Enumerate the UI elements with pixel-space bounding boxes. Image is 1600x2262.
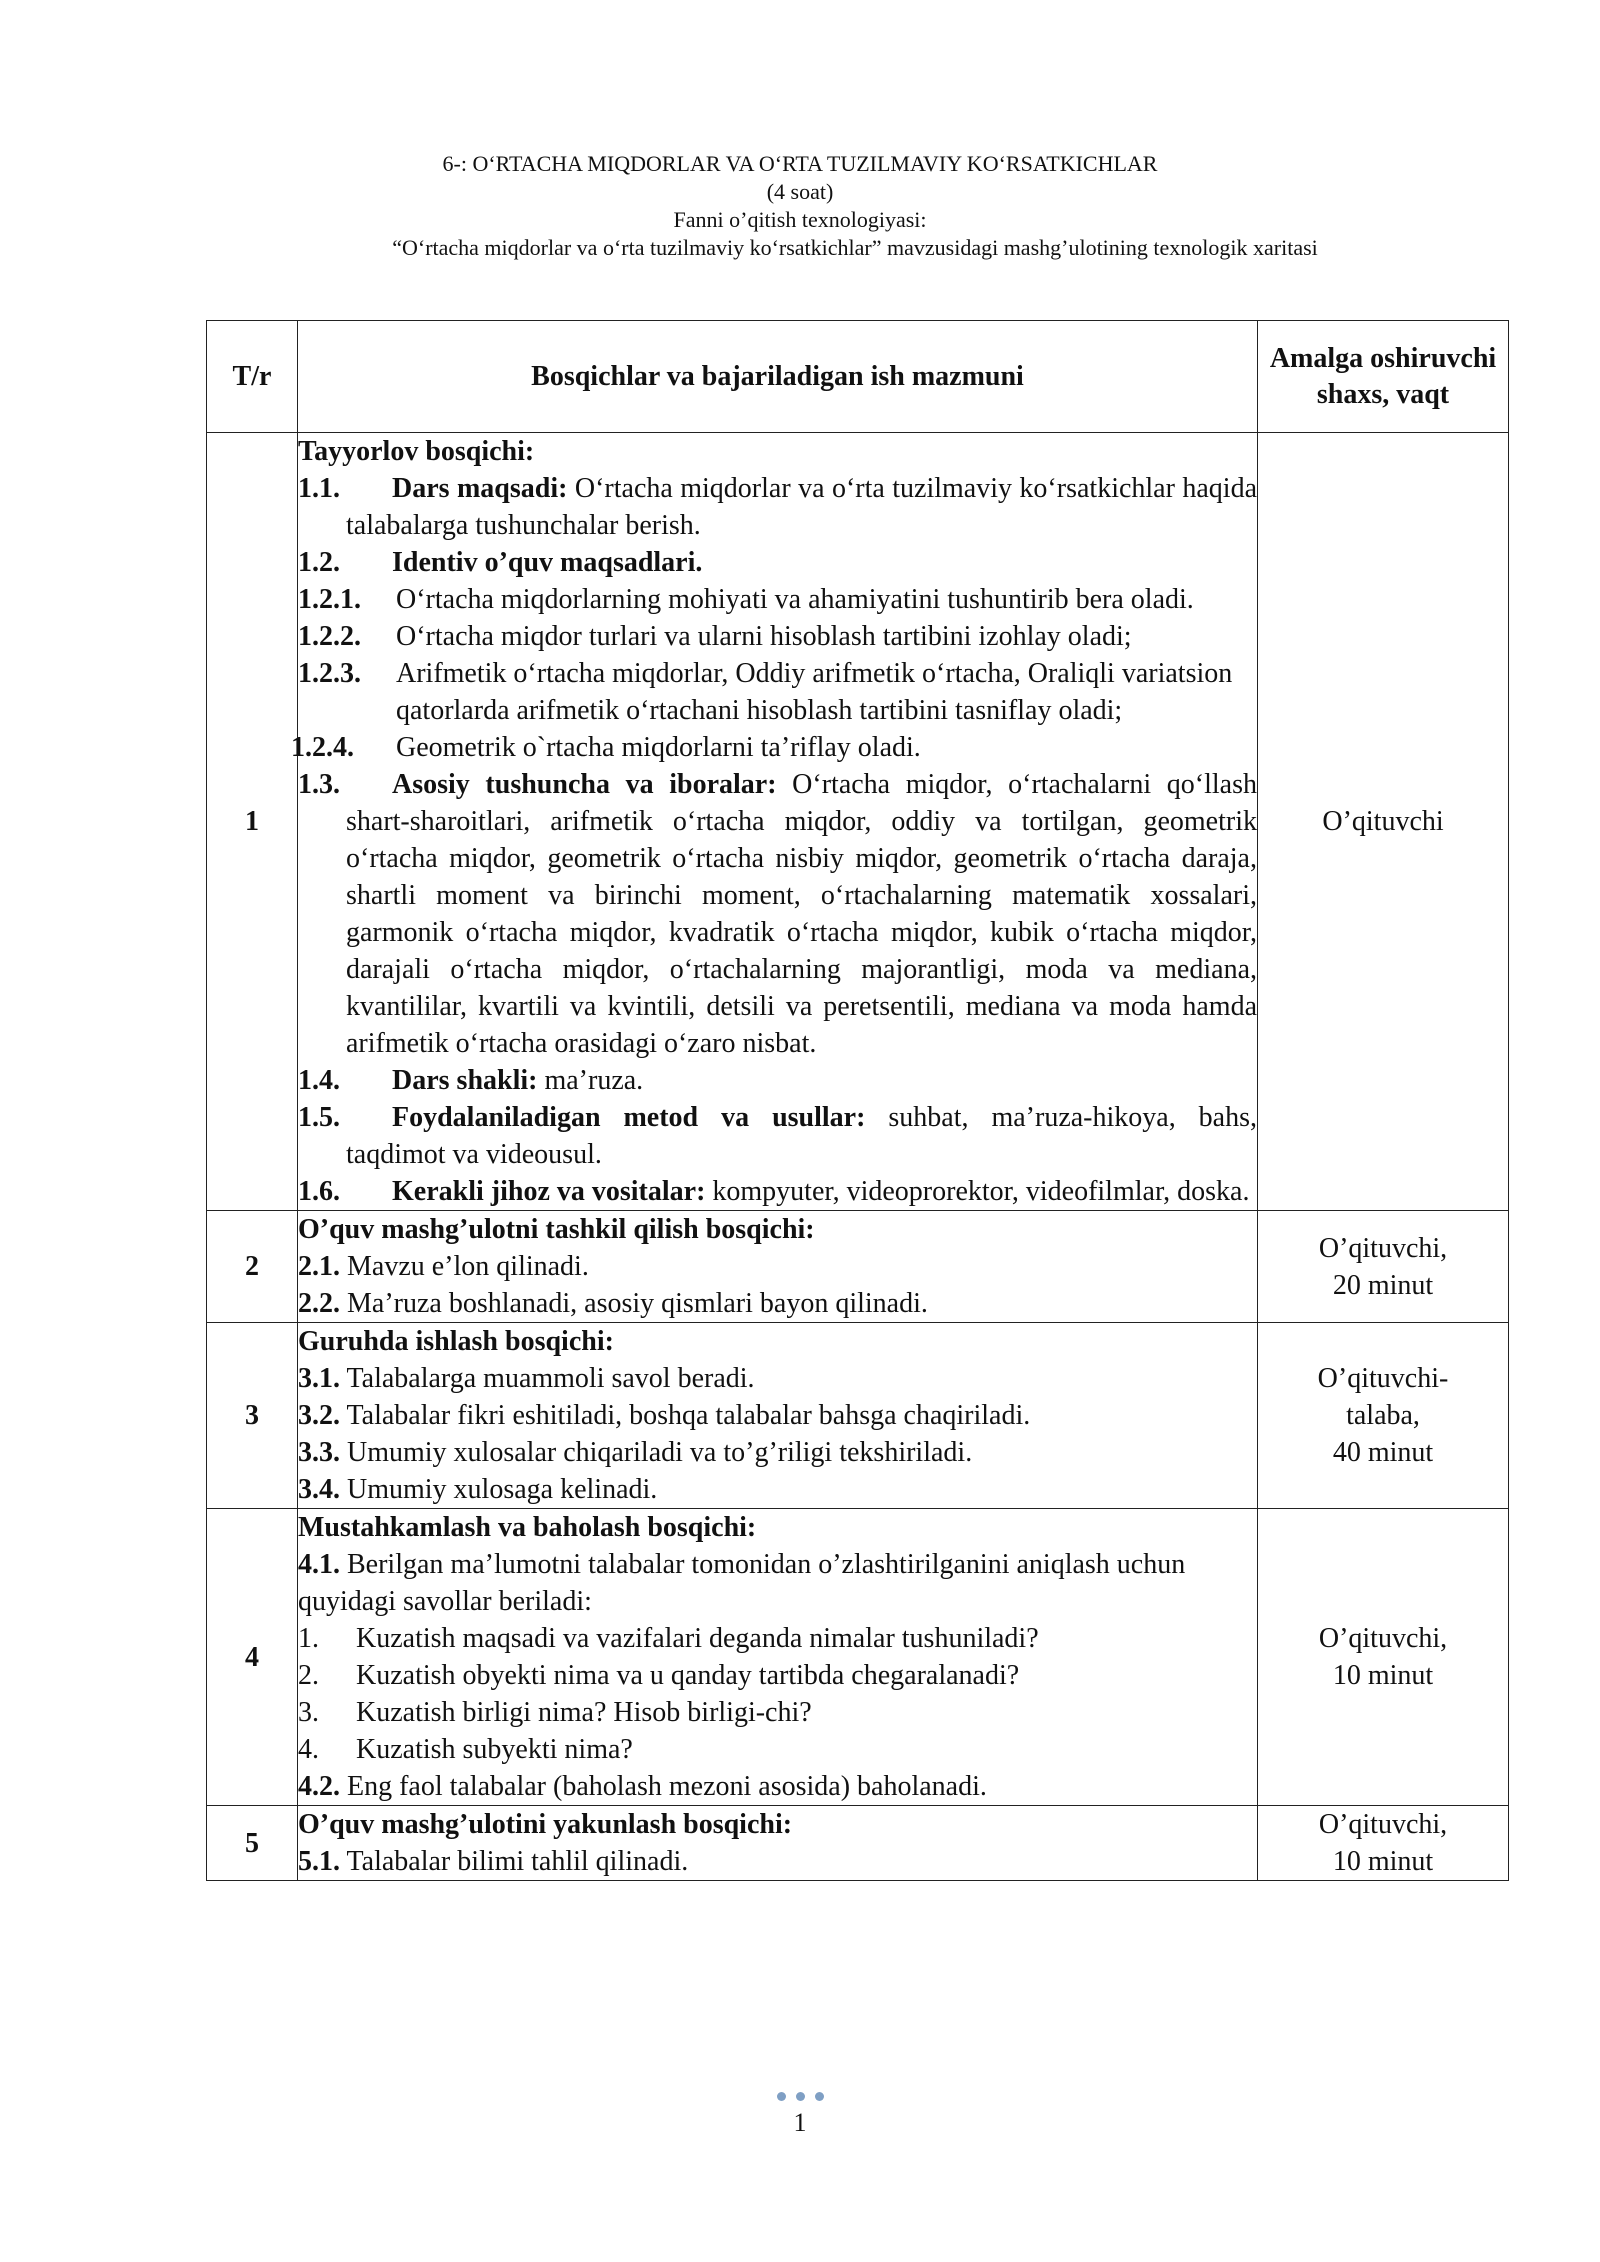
list-item: 3.4. Umumiy xulosaga kelinadi.	[298, 1474, 658, 1505]
list-item: 3.2. Talabalar fikri eshitiladi, boshqa talabalar bahsga chaqiriladi.	[298, 1400, 1031, 1431]
list-item: 3.1. Talabalarga muammoli savol beradi.	[298, 1363, 755, 1394]
question-item: 4. Kuzatish subyekti nima?	[298, 1734, 633, 1765]
row-content	[298, 1323, 1258, 1509]
list-item: 4.1. Berilgan ma’lumotni talabalar tomonidan o’zlashtirilganini aniqlash uchun quyidagi savollar beriladi:	[298, 1549, 1186, 1617]
question-item: 1. Kuzatish maqsadi va vazifalari deganda nimalar tushuniladi?	[298, 1623, 1039, 1654]
row-number: 2	[207, 1211, 298, 1323]
dot-icon	[815, 2092, 824, 2101]
table-row	[207, 1509, 1509, 1806]
row-number: 3	[207, 1323, 298, 1509]
stage-title: O’quv mashg’ulotni tashkil qilish bosqichi:	[298, 1214, 815, 1245]
row-content	[298, 1211, 1258, 1323]
list-item: 1.5. Foydalaniladigan metod va usullar: suhbat, ma’ruza-hikoya, bahs, taqdimot va videousul.	[298, 1102, 1257, 1170]
list-item: 1.3. Asosiy tushuncha va iboralar: O‘rtacha miqdor, o‘rtachalarni qo‘llash shart-sharoitlari, arifmetik o‘rtacha miqdor, oddiy va tortilgan, geometrik o‘rtacha miqdor, geometrik o‘rtacha nisbiy miqdor, geometrik o‘rtacha daraja, shartli moment va birinchi moment, o‘rtachalarning matematik xossalari, garmonik o‘rtacha miqdor, kvadratik o‘rtacha miqdor, kubik o‘rtacha miqdor, darajali o‘rtacha miqdor, o‘rtachalarning majorantligi, moda va mediana, kvantililar, kvartili va kvintili, detsili va peretsentili, mediana va moda hamda arifmetik o‘rtacha orasidagi o‘zaro nisbat.	[298, 769, 1257, 1059]
dot-icon	[796, 2092, 805, 2101]
table-row	[207, 1323, 1509, 1509]
list-item: 1.2.3. Arifmetik o‘rtacha miqdorlar, Oddiy arifmetik o‘rtacha, Oraliqli variatsion qatorlarda arifmetik o‘rtachani hisoblash tartibini tasniflay oladi;	[298, 658, 1233, 726]
row-content	[298, 1509, 1258, 1806]
list-item: 1.6. Kerakli jihoz va vositalar: kompyuter, videoprorektor, videofilmlar, doska.	[298, 1176, 1250, 1207]
question-item: 2. Kuzatish obyekti nima va u qanday tartibda chegaralanadi?	[298, 1660, 1020, 1691]
header-stages: Bosqichlar va bajariladigan ish mazmuni	[298, 321, 1258, 433]
row-number: 1	[207, 433, 298, 1211]
stage-title: Guruhda ishlash bosqichi:	[298, 1326, 614, 1357]
row-performer: O’qituvchi	[1258, 433, 1509, 1211]
list-item: 2.1. Mavzu e’lon qilinadi.	[298, 1251, 589, 1282]
row-content	[298, 1806, 1258, 1881]
table-header-row	[207, 321, 1509, 433]
table-row	[207, 1806, 1509, 1881]
list-item: 1.4. Dars shakli: ma’ruza.	[298, 1065, 644, 1096]
list-item: 1.2. Identiv o’quv maqsadlari.	[298, 547, 703, 578]
row-performer: O’qituvchi- talaba, 40 minut	[1258, 1323, 1509, 1509]
list-item: 3.3. Umumiy xulosalar chiqariladi va to’g’riligi tekshiriladi.	[298, 1437, 973, 1468]
list-item: 1.2.2. O‘rtacha miqdor turlari va ularni hisoblash tartibini izohlay oladi;	[298, 621, 1132, 652]
table-row	[207, 1211, 1509, 1323]
hours-note: (4 soat)	[766, 179, 834, 204]
question-item: 3. Kuzatish birligi nima? Hisob birligi-chi?	[298, 1697, 812, 1728]
header-performer: Amalga oshiruvchi shaxs, vaqt	[1258, 321, 1509, 433]
stage-title: Mustahkamlash va baholash bosqichi:	[298, 1512, 757, 1543]
stage-title: O’quv mashg’ulotini yakunlash bosqichi:	[298, 1809, 793, 1840]
document-title: 6-: O‘RTACHA MIQDORLAR VA O‘RTA TUZILMAVIY KO‘RSATKICHLAR	[442, 151, 1158, 176]
table-row	[207, 433, 1509, 1211]
list-item: 1.2.1. O‘rtacha miqdorlarning mohiyati va ahamiyatini tushuntirib bera oladi.	[298, 584, 1194, 615]
document-header	[0, 150, 1600, 262]
row-performer: O’qituvchi, 10 minut	[1258, 1509, 1509, 1806]
row-number: 5	[207, 1806, 298, 1881]
stage-title: Tayyorlov bosqichi:	[298, 436, 535, 467]
page-number: 1	[793, 2108, 807, 2137]
header-tr: T/r	[207, 321, 298, 433]
technology-map-table	[206, 320, 1509, 1881]
topic-line: “O‘rtacha miqdorlar va o‘rta tuzilmaviy ko‘rsatkichlar” mavzusidagi mashg’ulotining texnologik xaritasi	[392, 235, 1318, 260]
list-item: 1.1. Dars maqsadi: O‘rtacha miqdorlar va o‘rta tuzilmaviy ko‘rsatkichlar haqida talabalarga tushunchalar berish.	[298, 473, 1257, 541]
page-dots-decoration	[0, 2088, 1600, 2106]
dot-icon	[777, 2092, 786, 2101]
row-content	[291, 433, 1258, 1211]
list-item: 4.2. Eng faol talabalar (baholash mezoni asosida) baholanadi.	[298, 1771, 987, 1802]
list-item: 5.1. Talabalar bilimi tahlil qilinadi.	[298, 1846, 689, 1877]
list-item: 2.2. Ma’ruza boshlanadi, asosiy qismlari bayon qilinadi.	[298, 1288, 928, 1319]
subtitle: Fanni o’qitish texnologiyasi:	[673, 207, 927, 232]
row-number: 4	[207, 1509, 298, 1806]
row-performer: O’qituvchi, 20 minut	[1258, 1211, 1509, 1323]
row-performer: O’qituvchi, 10 minut	[1258, 1806, 1509, 1881]
list-item: 1.2.4. Geometrik o`rtacha miqdorlarni ta’riflay oladi.	[291, 732, 921, 763]
